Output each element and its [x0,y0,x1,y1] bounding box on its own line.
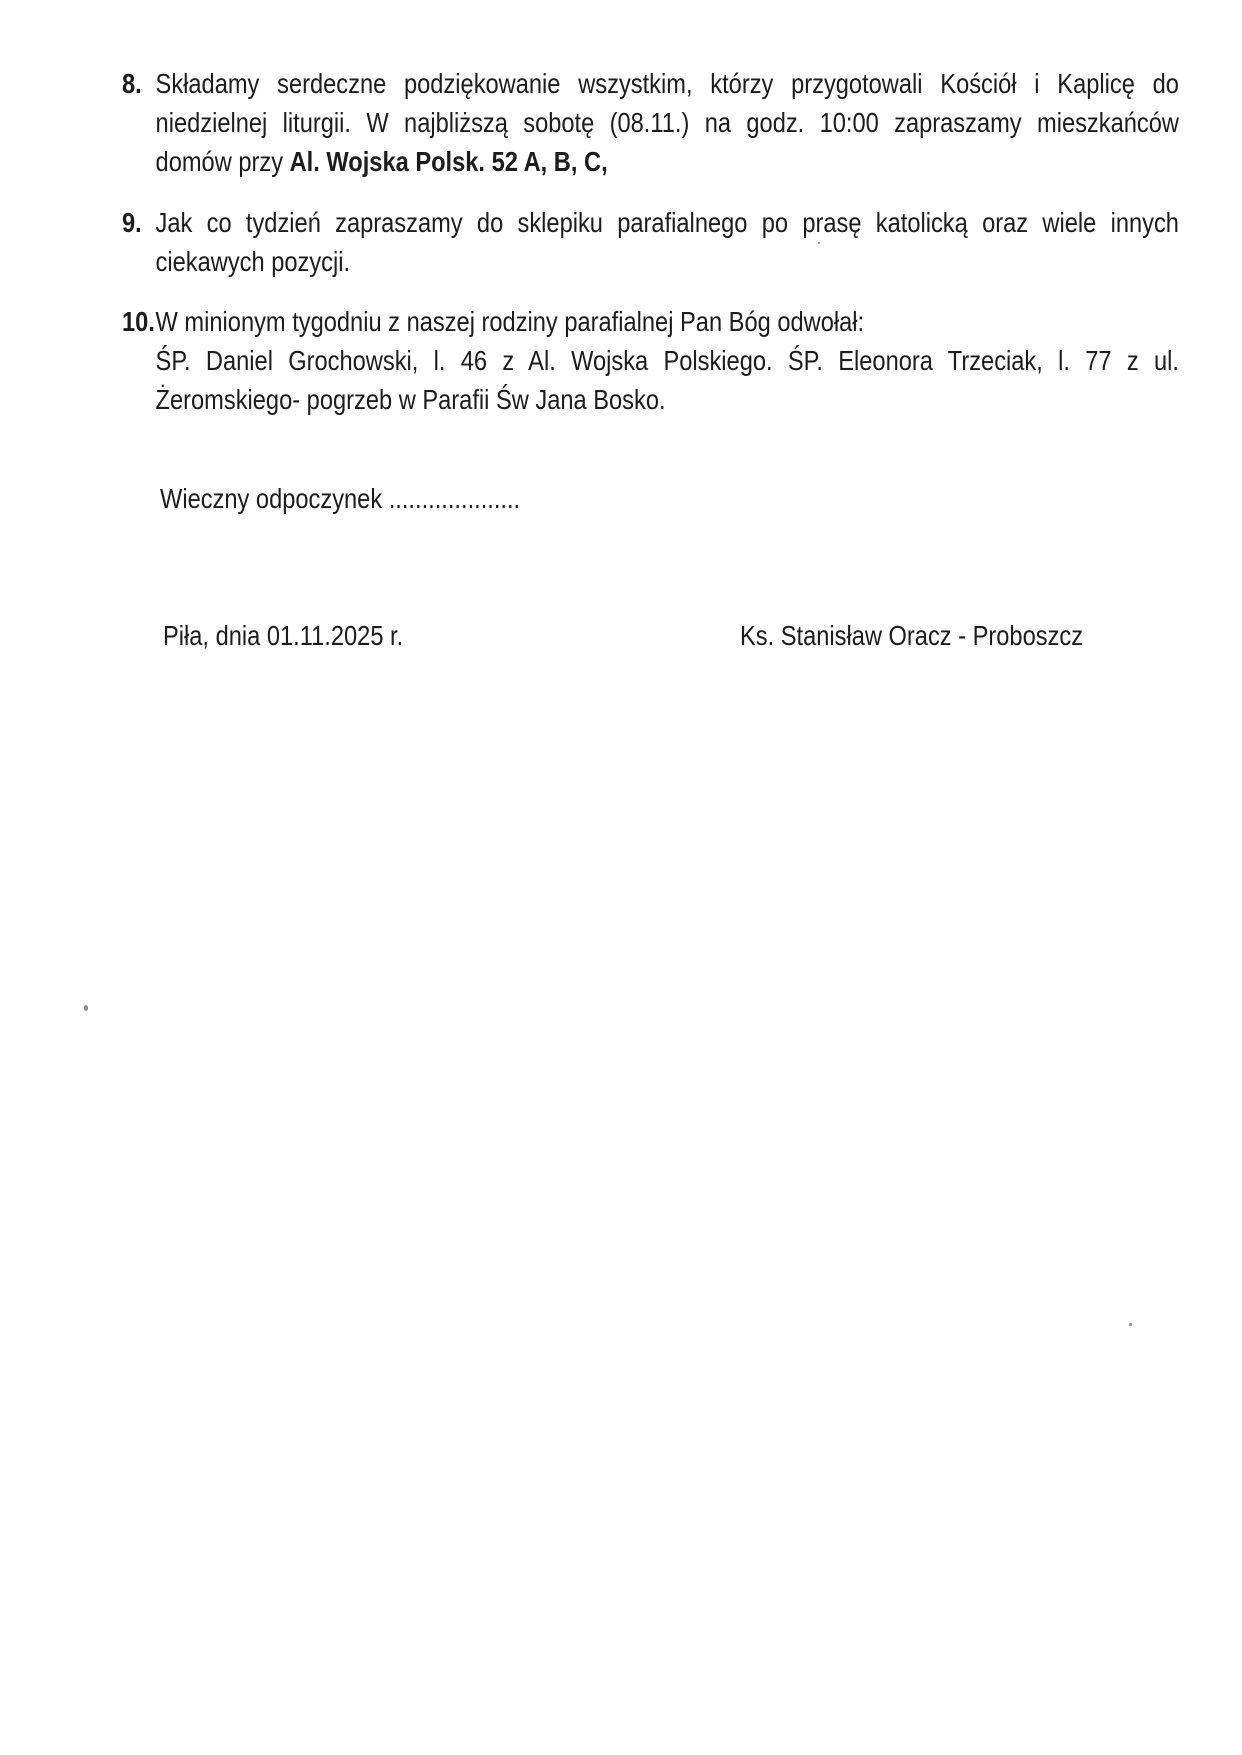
item-line: ciekawych pozycji. [155,246,351,277]
item-line-text: domów przy [155,146,290,177]
item-line: Składamy serdeczne podziękowanie wszystkim, którzy przygotowali Kościół i Kaplicę do [155,68,1179,99]
item-text [156,302,1179,419]
scan-speck [84,1005,88,1011]
place-and-date: Piła, dnia 01.11.2025 r. [163,620,404,651]
item-line: W minionym tygodniu z naszej rodziny parafialnej Pan Bóg odwołał: [155,306,865,337]
item-line: Jak co tydzień zapraszamy do sklepiku parafialnego po prasę katolicką oraz wiele innych [155,207,1179,238]
item-text [156,64,1179,181]
scan-speck [818,242,820,244]
scan-speck [1129,1323,1132,1326]
item-text [156,203,1179,281]
closing-prayer: Wieczny odpoczynek .................... [160,483,521,514]
item-line: ŚP. Daniel Grochowski, l. 46 z Al. Wojska Polskiego. ŚP. Eleonora Trzeciak, l. 77 z ul. [155,345,1179,376]
item-line: Żeromskiego- pogrzeb w Parafii Św Jana Bosko. [155,384,666,415]
item-line [156,142,1179,181]
item-number: 8. [122,68,142,99]
address-bold: Al. Wojska Polsk. 52 A, B, C, [289,146,608,177]
item-number: 10. [122,306,155,337]
item-line: niedzielnej liturgii. W najbliższą sobotę (08.11.) na godz. 10:00 zapraszamy mieszkańców [155,107,1179,138]
signature-line: Ks. Stanisław Oracz - Proboszcz [740,620,1084,651]
item-number: 9. [122,207,142,238]
